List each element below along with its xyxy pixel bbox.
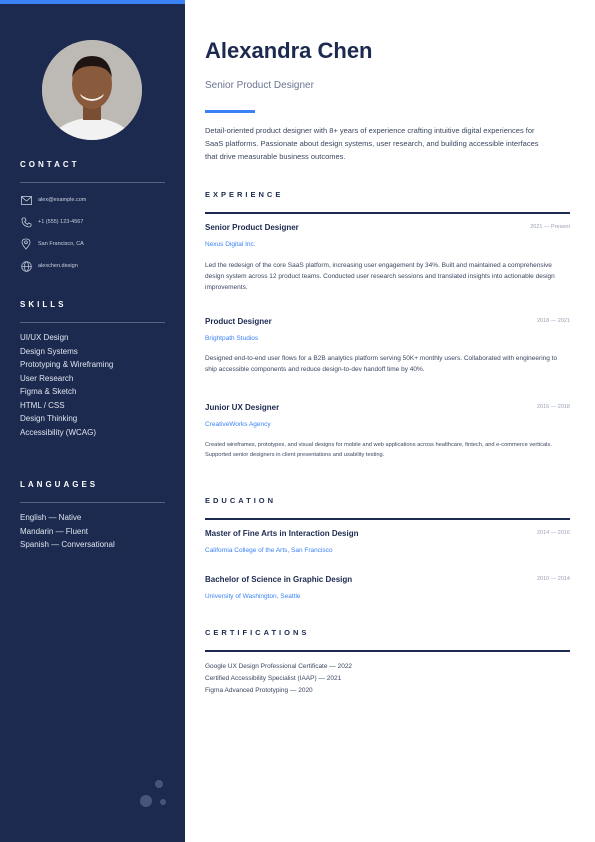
- certification-item: Google UX Design Professional Certificate — 2022: [205, 663, 353, 670]
- contact-email[interactable]: [20, 193, 86, 207]
- experience-heading: EXPERIENCE: [205, 190, 284, 199]
- job-company: Nexus Digital Inc.: [205, 241, 256, 248]
- main-top-bar: [185, 0, 595, 4]
- email-text: alex@example.com: [38, 197, 87, 203]
- job-description: Designed end-to-end user flows for a B2B analytics platform serving 50K+ monthly users. Collaborated with engineering to ship accessible components and reduce design-to-dev handoff time by 40%.: [205, 355, 558, 373]
- job-title: Junior UX Designer: [205, 403, 280, 412]
- languages-divider: [20, 502, 165, 503]
- experience-divider: [205, 212, 570, 214]
- degree-dates: 2010 — 2014: [536, 576, 570, 582]
- degree-title: Master of Fine Arts in Interaction Design: [205, 529, 359, 538]
- job-title: Product Designer: [205, 317, 272, 326]
- languages-list: [20, 511, 115, 552]
- degree-title: Bachelor of Science in Graphic Design: [205, 575, 353, 584]
- candidate-title: Senior Product Designer: [205, 80, 314, 91]
- contact-website[interactable]: [20, 259, 78, 273]
- contact-divider: [20, 182, 165, 183]
- globe-icon: [20, 260, 32, 272]
- skill-item: Figma & Sketch: [20, 387, 77, 396]
- contact-phone[interactable]: [20, 215, 83, 229]
- skills-heading: SKILLS: [20, 300, 67, 309]
- certifications-divider: [205, 650, 570, 652]
- languages-heading: LANGUAGES: [20, 480, 99, 489]
- degree-school: University of Washington, Seattle: [205, 593, 301, 600]
- profile-summary: Detail-oriented product designer with 8+ years of experience crafting intuitive digital experiences for SaaS platforms. Passionate about design systems, user research, and building accessible interfaces that drive measurable business outcomes.: [205, 126, 539, 161]
- education-divider: [205, 518, 570, 520]
- certification-item: Figma Advanced Prototyping — 2020: [205, 687, 313, 694]
- language-item: Spanish — Conversational: [20, 540, 115, 549]
- candidate-name: Alexandra Chen: [205, 38, 373, 63]
- certifications-heading: CERTIFICATIONS: [205, 628, 310, 637]
- skill-item: User Research: [20, 373, 74, 383]
- skill-item: Design Thinking: [20, 414, 78, 423]
- skills-list: [20, 331, 113, 439]
- phone-icon: [20, 216, 32, 228]
- education-heading: EDUCATION: [205, 496, 277, 505]
- skill-item: UI/UX Design: [20, 333, 69, 342]
- location-text: San Francisco, CA: [38, 241, 84, 247]
- job-dates: 2016 — 2018: [536, 404, 570, 410]
- skill-item: Prototyping & Wireframing: [20, 360, 114, 369]
- certification-item: Certified Accessibility Specialist (IAAP) — 2021: [205, 675, 342, 682]
- job-dates: 2021 — Present: [530, 224, 570, 230]
- phone-text: +1 (555) 123-4567: [38, 219, 84, 225]
- job-description: Created wireframes, prototypes, and visual designs for mobile and web applications across healthcare, fintech, and e-commerce verticals. Supported senior designers in client presentations and usability testing.: [205, 442, 552, 458]
- job-company: CreativeWorks Agency: [205, 421, 271, 428]
- language-item: Mandarin — Fluent: [20, 526, 89, 536]
- job-dates: 2018 — 2021: [536, 318, 570, 324]
- avatar: [42, 40, 142, 140]
- degree-school: California College of the Arts, San Francisco: [205, 547, 333, 554]
- skills-divider: [20, 322, 165, 323]
- contact-heading: CONTACT: [20, 160, 80, 169]
- location-pin-icon: [20, 238, 32, 250]
- skill-item: Accessibility (WCAG): [20, 427, 97, 437]
- title-accent-rule: [205, 110, 255, 113]
- job-title: Senior Product Designer: [205, 223, 299, 232]
- skill-item: Design Systems: [20, 346, 78, 356]
- contact-location: [20, 237, 84, 251]
- job-description: Led the redesign of the core SaaS platform, increasing user engagement by 34%. Built and maintained a comprehensive design system across 12 product teams. Conducted user research sessions and translated insights into actionable design improvements.: [205, 262, 555, 291]
- skill-item: HTML / CSS: [20, 400, 65, 410]
- job-company: Brightpath Studios: [205, 335, 259, 342]
- sidebar-accent-bar: [0, 0, 185, 4]
- degree-dates: 2014 — 2016: [536, 530, 570, 536]
- language-item: English — Native: [20, 513, 82, 522]
- decorative-dots: [135, 775, 175, 815]
- mail-icon: [20, 194, 32, 206]
- website-text: alexchen.design: [38, 263, 78, 269]
